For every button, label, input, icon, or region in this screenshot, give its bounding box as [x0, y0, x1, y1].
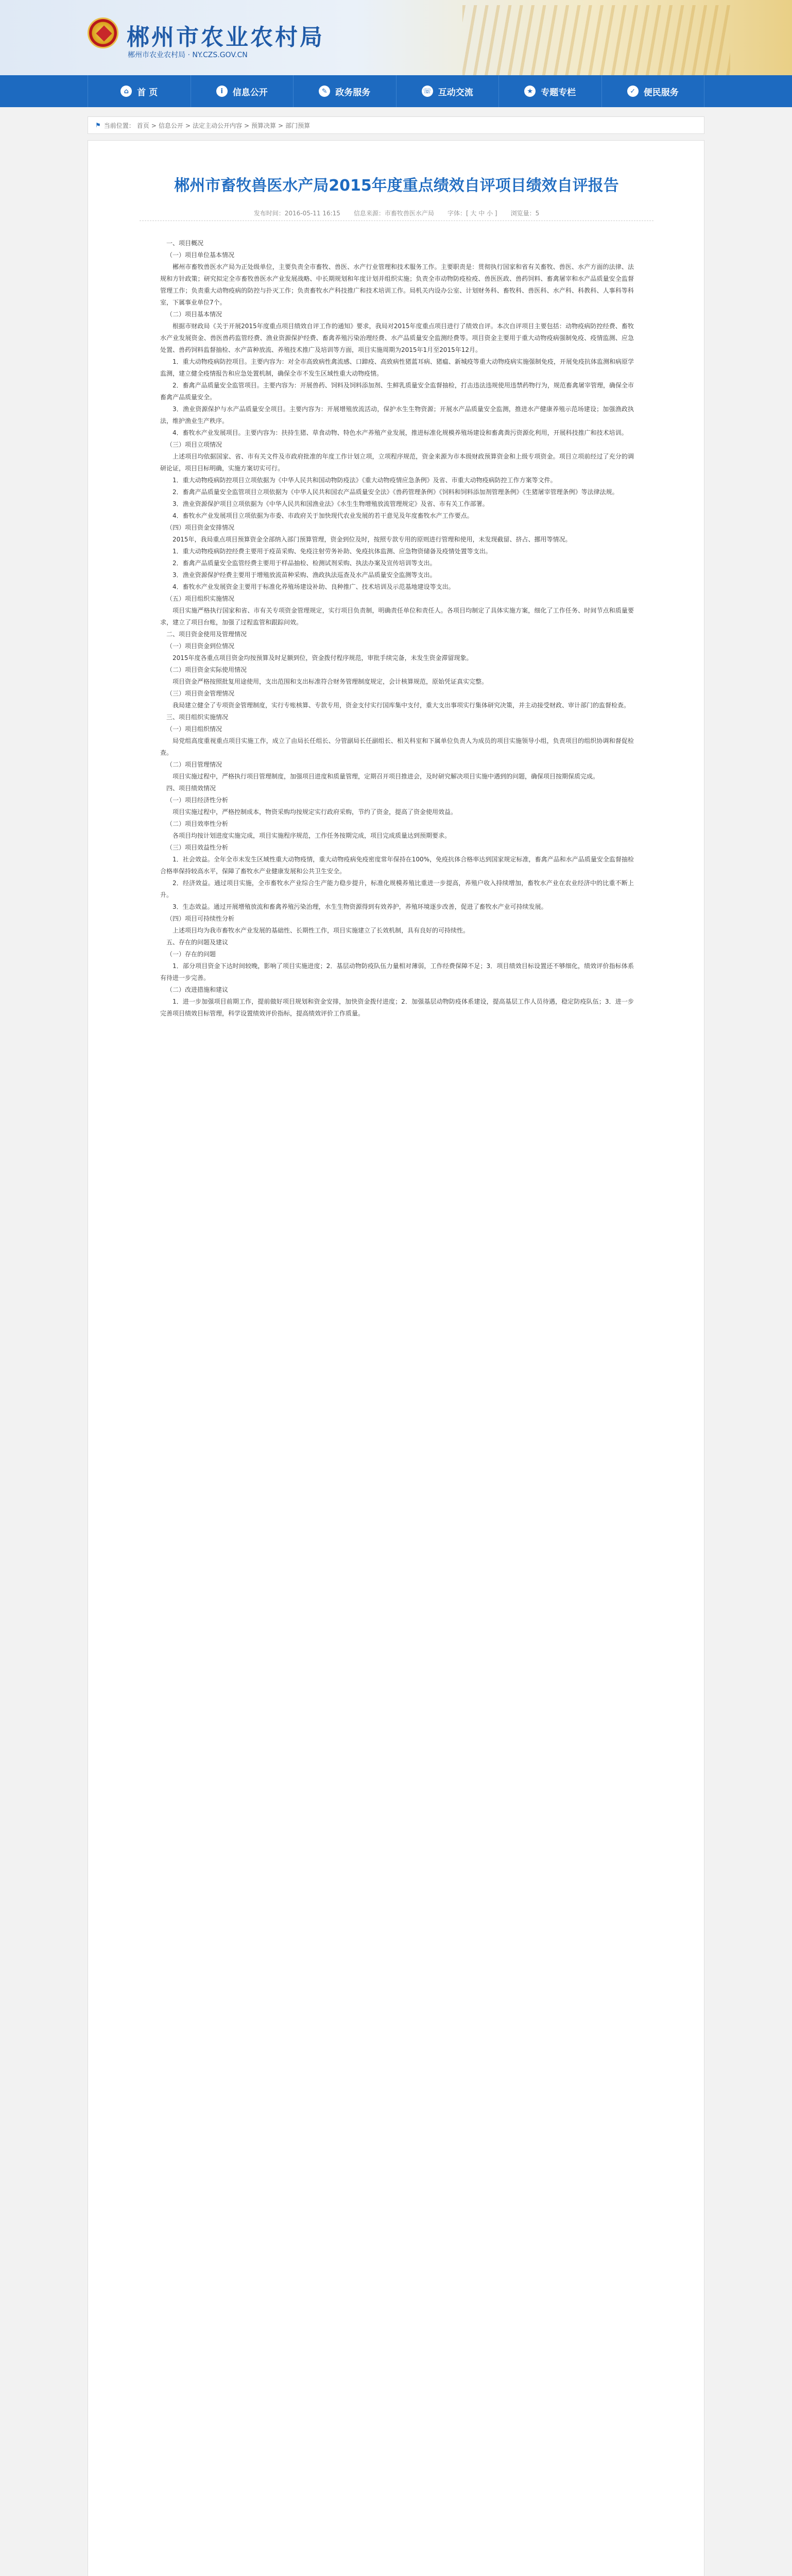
article-body	[160, 238, 634, 1020]
body-paragraph: 1．社会效益。全年全市未发生区域性重大动物疫情，重大动物疫病免疫密度常年保持在100%，免疫抗体合格率达到国家规定标准，畜禽产品和水产品质量安全监督抽检合格率保持较高水平，保障了畜牧水产业健康发展和公共卫生安全。	[160, 856, 634, 875]
article-title: 郴州市畜牧兽医水产局2015年度重点绩效自评项目绩效自评报告	[174, 177, 619, 195]
body-paragraph: 4．畜牧水产业发展项目立项依据为市委、市政府关于加快现代农业发展的若干意见及年度畜牧水产工作要点。	[173, 512, 473, 519]
info-source: 信息来源：市畜牧兽医水产局	[353, 210, 434, 217]
breadcrumb-separator: >	[278, 122, 284, 129]
breadcrumb-link[interactable]: 首页	[136, 122, 149, 129]
nav-item[interactable]	[397, 75, 500, 107]
nav-item-label: 便民服务	[643, 87, 679, 98]
view-count: 浏览量：5	[510, 210, 540, 217]
nav-item-label: 互动交流	[438, 87, 473, 98]
body-paragraph: 2．畜禽产品质量安全监管项目立项依据为《中华人民共和国农产品质量安全法》《兽药管理条例》《饲料和饲料添加剂管理条例》《生猪屠宰管理条例》等法律法规。	[173, 488, 618, 496]
font-size-control[interactable]: 字体：[ 大 中 小 ]	[447, 210, 497, 217]
breadcrumb-link[interactable]: 预算决算	[251, 122, 277, 129]
section-heading: （五）项目组织实施情况	[166, 595, 235, 602]
body-paragraph: 4．畜牧水产业发展资金主要用于标准化养殖场建设补助、良种推广、技术培训及示范基地建设等支出。	[173, 583, 455, 590]
body-paragraph: 2015年度各重点项目资金均按预算及时足额到位，资金拨付程序规范，审批手续完备，未发生资金滞留现象。	[173, 654, 473, 662]
body-paragraph: 项目资金严格按照批复用途使用，支出范围和支出标准符合财务管理制度规定，会计核算规范，原始凭证真实完整。	[173, 678, 488, 685]
breadcrumb-separator: >	[185, 122, 191, 129]
body-paragraph: 各项目均按计划进度实施完成，项目实施程序规范，工作任务按期完成，项目完成质量达到预期要求。	[173, 832, 451, 839]
body-paragraph: 项目实施过程中，严格控制成本，物资采购均按规定实行政府采购，节约了资金，提高了资金使用效益。	[173, 808, 457, 816]
main-nav	[0, 75, 792, 107]
body-paragraph: 项目实施严格执行国家和省、市有关专项资金管理规定，实行项目负责制，明确责任单位和责任人。各项目均制定了具体实施方案，细化了工作任务、时间节点和质量要求，建立了项目台账，加强了过程监管和跟踪问效。	[160, 607, 634, 626]
publish-date: 发布时间：2016-05-11 16:15	[253, 210, 340, 217]
section-heading: （一）项目经济性分析	[166, 796, 229, 804]
convenience-icon: ✓	[627, 86, 639, 97]
section-heading: （二）项目基本情况	[166, 311, 222, 318]
body-paragraph: 3．渔业资源保护与水产品质量安全项目。主要内容为：开展增殖放流活动，保护水生生物资源；开展水产品质量安全监测，推进水产健康养殖示范场建设；加强渔政执法，维护渔业生产秩序。	[160, 405, 634, 425]
breadcrumb-link[interactable]: 信息公开	[158, 122, 183, 129]
site-subtitle: 郴州市农业农村局 · NY.CZS.GOV.CN	[128, 51, 248, 59]
breadcrumb-separator: >	[244, 122, 250, 129]
body-paragraph: 1．重大动物疫病防控项目。主要内容为：对全市高致病性禽流感、口蹄疫、高致病性猪蓝耳病、猪瘟、新城疫等重大动物疫病实施强制免疫，开展免疫抗体监测和病原学监测，建立健全疫情报告和应急处置机制，确保全市不发生区域性重大动物疫情。	[160, 358, 634, 377]
breadcrumb-prefix: 当前位置：	[104, 122, 135, 129]
section-heading: （二）项目效率性分析	[166, 820, 229, 827]
section-heading: （一）项目组织情况	[166, 725, 222, 733]
body-paragraph: 2．经济效益。通过项目实施，全市畜牧水产业综合生产能力稳步提升，标准化规模养殖比重进一步提高，养殖户收入持续增加，畜牧水产业在农业经济中的比重不断上升。	[160, 879, 634, 899]
emblem-icon	[88, 18, 118, 48]
article-meta	[140, 206, 653, 221]
body-paragraph: 局党组高度重视重点项目实施工作，成立了由局长任组长、分管副局长任副组长、相关科室和下属单位负责人为成员的项目实施领导小组，负责项目的组织协调和督促检查。	[160, 737, 634, 756]
nav-item[interactable]	[294, 75, 397, 107]
body-paragraph: 项目实施过程中，严格执行项目管理制度，加强项目进度和质量管理，定期召开项目推进会，及时研究解决项目实施中遇到的问题，确保项目按期保质完成。	[173, 773, 599, 780]
section-heading: 一、项目概况	[166, 240, 204, 247]
interaction-icon: ☏	[422, 86, 433, 97]
section-heading: （一）存在的问题	[166, 951, 216, 958]
body-paragraph: 1．重大动物疫病防控经费主要用于疫苗采购、免疫注射劳务补助、免疫抗体监测、应急物资储备及疫情处置等支出。	[173, 548, 492, 555]
nav-item-label: 专题专栏	[541, 87, 576, 98]
breadcrumb-separator: >	[151, 122, 157, 129]
nav-item[interactable]	[191, 75, 294, 107]
body-paragraph: 我局建立健全了专项资金管理制度，实行专账核算、专款专用，资金支付实行国库集中支付，重大支出事项实行集体研究决策，并主动接受财政、审计部门的监督检查。	[173, 702, 630, 709]
service-icon: ✎	[319, 86, 330, 97]
body-paragraph: 1．进一步加强项目前期工作，提前做好项目规划和资金安排，加快资金拨付进度；2．加强基层动物防疫体系建设，提高基层工作人员待遇，稳定防疫队伍；3．进一步完善项目绩效目标管理，科学设置绩效评价指标，提高绩效评价工作质量。	[160, 998, 634, 1017]
section-heading: 四、项目绩效情况	[166, 785, 216, 792]
section-heading: （三）项目效益性分析	[166, 844, 229, 851]
body-paragraph: 4．畜牧水产业发展项目。主要内容为：扶持生猪、草食动物、特色水产养殖产业发展，推进标准化规模养殖场建设和畜禽粪污资源化利用，开展科技推广和技术培训。	[173, 429, 628, 436]
section-heading: （一）项目资金到位情况	[166, 642, 235, 650]
nav-item-label: 政务服务	[335, 87, 371, 98]
nav-item[interactable]	[88, 75, 191, 107]
header-wheat-decoration	[462, 5, 730, 75]
body-paragraph: 根据市财政局《关于开展2015年度重点项目绩效自评工作的通知》要求，我局对2015年度重点项目进行了绩效自评。本次自评项目主要包括：动物疫病防控经费、畜牧水产业发展资金、兽医兽药监管经费、渔业资源保护经费、畜禽养殖污染治理经费、水产品质量安全监测经费等。项目资金主要用于重大动物疫病强制免疫、疫情监测、应急处置、兽药饲料监督抽检、水产苗种放流、养殖技术推广及培训等方面，项目实施周期为2015年1月至2015年12月。	[160, 323, 634, 353]
section-heading: （三）项目资金管理情况	[166, 690, 235, 697]
body-paragraph: 2015年，我局重点项目预算资金全部纳入部门预算管理，资金到位及时，按照专款专用的原则进行管理和使用，未发现截留、挤占、挪用等情况。	[173, 536, 572, 543]
nav-item-label: 信息公开	[232, 87, 268, 98]
nav-item-label: 首 页	[137, 87, 158, 98]
section-heading: （一）项目单位基本情况	[166, 251, 235, 259]
breadcrumb-link[interactable]: 法定主动公开内容	[192, 122, 242, 129]
body-paragraph: 2．畜禽产品质量安全监管经费主要用于样品抽检、检测试剂采购、执法办案及宣传培训等支出。	[173, 560, 436, 567]
section-heading: （四）项目资金安排情况	[166, 524, 235, 531]
site-header	[0, 0, 792, 75]
body-paragraph: 上述项目均依据国家、省、市有关文件及市政府批准的年度工作计划立项，立项程序规范，资金来源为市本级财政预算资金和上级专项资金。项目立项前经过了充分的调研论证，项目目标明确，实施方案切实可行。	[160, 453, 634, 472]
section-heading: （三）项目立项情况	[166, 441, 222, 448]
section-heading: 五、存在的问题及建议	[166, 939, 229, 946]
info-icon: i	[216, 86, 228, 97]
breadcrumb-link[interactable]: 部门预算	[285, 122, 311, 129]
location-icon: ⚑	[95, 122, 101, 129]
body-paragraph: 1．重大动物疫病防控项目立项依据为《中华人民共和国动物防疫法》《重大动物疫情应急条例》及省、市重大动物疫病防控工作方案等文件。	[173, 477, 557, 484]
nav-item[interactable]	[499, 75, 602, 107]
body-paragraph: 3．渔业资源保护项目立项依据为《中华人民共和国渔业法》《水生生物增殖放流管理规定》及省、市有关工作部署。	[173, 500, 489, 507]
body-paragraph: 2．畜禽产品质量安全监管项目。主要内容为：开展兽药、饲料及饲料添加剂、生鲜乳质量安全监督抽检，打击违法违规使用违禁药物行为，规范畜禽屠宰管理，确保全市畜禽产品质量安全。	[160, 382, 634, 401]
nav-item[interactable]	[602, 75, 705, 107]
home-icon: ⌂	[120, 86, 132, 97]
section-heading: （二）改进措施和建议	[166, 986, 229, 993]
section-heading: （四）项目可持续性分析	[166, 915, 235, 922]
body-paragraph: 1．部分项目资金下达时间较晚，影响了项目实施进度；2．基层动物防疫队伍力量相对薄弱，工作经费保障不足；3．项目绩效目标设置还不够细化，绩效评价指标体系有待进一步完善。	[160, 962, 634, 981]
body-paragraph: 3．渔业资源保护经费主要用于增殖放流苗种采购、渔政执法巡查及水产品质量安全监测等支出。	[173, 571, 436, 579]
section-heading: 三、项目组织实施情况	[166, 714, 229, 721]
body-paragraph: 郴州市畜牧兽医水产局为正处级单位，主要负责全市畜牧、兽医、水产行业管理和技术服务工作。主要职责是：贯彻执行国家和省有关畜牧、兽医、水产方面的法律、法规和方针政策；研究拟定全市畜牧兽医水产业发展战略、中长期规划和年度计划并组织实施；负责全市动物防疫检疫、兽医医政、兽药饲料、畜禽屠宰和水产品质量安全监督管理工作；负责重大动物疫病的防控与扑灭工作；负责畜牧水产科技推广和技术培训工作。局机关内设办公室、计划财务科、畜牧科、兽医科、水产科、科教科、人事科等科室，下属事业单位7个。	[160, 263, 634, 306]
body-paragraph: 3．生态效益。通过开展增殖放流和畜禽养殖污染治理，水生生物资源得到有效养护，养殖环境逐步改善，促进了畜牧水产业可持续发展。	[173, 903, 547, 910]
breadcrumb	[88, 116, 704, 134]
site-title[interactable]: 郴州市农业农村局	[127, 24, 324, 50]
body-paragraph: 上述项目均为我市畜牧水产业发展的基础性、长期性工作，项目实施建立了长效机制，具有良好的可持续性。	[173, 927, 470, 934]
section-heading: （二）项目资金实际使用情况	[166, 666, 247, 673]
section-heading: 二、项目资金使用及管理情况	[166, 631, 247, 638]
article-panel	[88, 140, 704, 2576]
topic-icon: ★	[524, 86, 536, 97]
section-heading: （二）项目管理情况	[166, 761, 222, 768]
